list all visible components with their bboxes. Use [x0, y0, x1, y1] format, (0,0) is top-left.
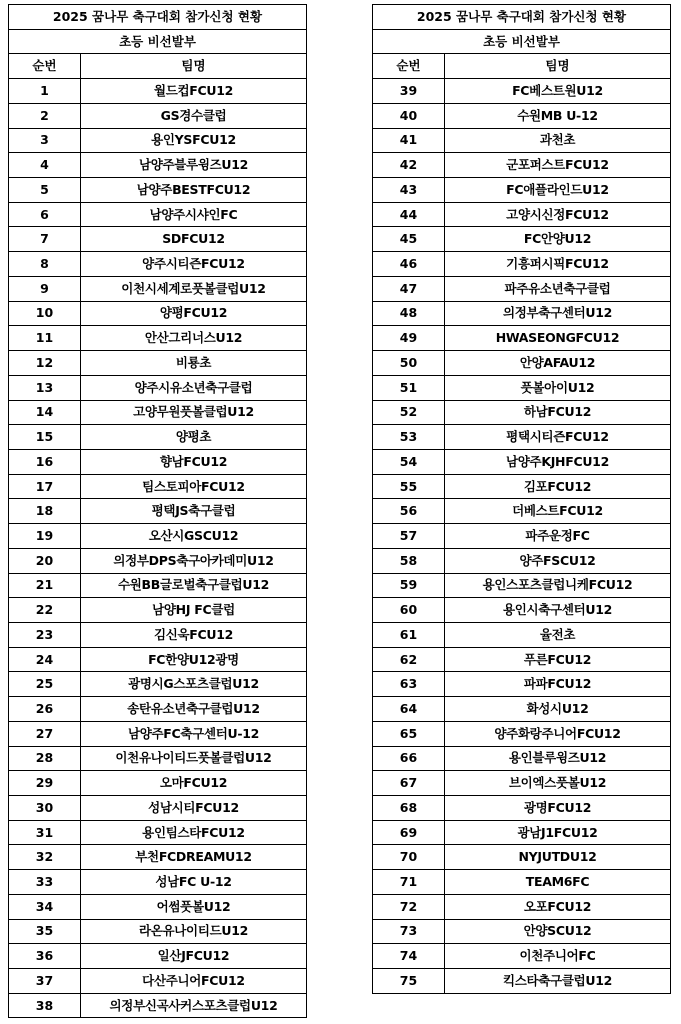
team-name: 팀스토피아FCU12 [81, 474, 307, 499]
team-name: 양평FCU12 [81, 301, 307, 326]
table-title: 2025 꿈나무 축구대회 참가신청 현황 [9, 5, 307, 30]
table-row [373, 499, 671, 524]
row-number: 47 [373, 276, 445, 301]
division-label: 초등 비선발부 [373, 29, 671, 54]
row-number: 14 [9, 400, 81, 425]
division-label: 초등 비선발부 [9, 29, 307, 54]
team-name: 오산시GSCU12 [81, 524, 307, 549]
row-number: 13 [9, 375, 81, 400]
table-row [9, 375, 307, 400]
table-row [9, 103, 307, 128]
row-number: 45 [373, 227, 445, 252]
row-number: 17 [9, 474, 81, 499]
team-name: 의정부축구센터U12 [445, 301, 671, 326]
table-row [9, 622, 307, 647]
row-number: 15 [9, 425, 81, 450]
row-number: 29 [9, 771, 81, 796]
team-name: 광남J1FCU12 [445, 820, 671, 845]
table-row [9, 499, 307, 524]
row-number: 64 [373, 697, 445, 722]
table-row [373, 820, 671, 845]
team-name: 용인YSFCU12 [81, 128, 307, 153]
table-row [9, 647, 307, 672]
team-name: 월드컵FCU12 [81, 79, 307, 104]
team-name: 비룡초 [81, 351, 307, 376]
registration-table-left [8, 4, 307, 1018]
team-name: 부천FCDREAMU12 [81, 845, 307, 870]
row-number: 6 [9, 202, 81, 227]
row-number: 38 [9, 993, 81, 1018]
table-row [373, 301, 671, 326]
column-header-team: 팀명 [81, 54, 307, 79]
team-name: 어썸풋볼U12 [81, 894, 307, 919]
team-name: 성남FC U-12 [81, 870, 307, 895]
table-body-right [373, 5, 671, 994]
row-number: 7 [9, 227, 81, 252]
table-row [9, 573, 307, 598]
team-name: 양평초 [81, 425, 307, 450]
row-number: 24 [9, 647, 81, 672]
team-name: FC안양U12 [445, 227, 671, 252]
row-number: 33 [9, 870, 81, 895]
team-name: FC애플라인드U12 [445, 178, 671, 203]
row-number: 41 [373, 128, 445, 153]
row-number: 28 [9, 746, 81, 771]
row-number: 9 [9, 276, 81, 301]
row-number: 12 [9, 351, 81, 376]
row-number: 35 [9, 919, 81, 944]
column-header-team: 팀명 [445, 54, 671, 79]
row-number: 67 [373, 771, 445, 796]
team-name: 김포FCU12 [445, 474, 671, 499]
table-row [9, 227, 307, 252]
row-number: 23 [9, 622, 81, 647]
table-row [373, 721, 671, 746]
row-number: 44 [373, 202, 445, 227]
table-row [373, 474, 671, 499]
team-name: 향남FCU12 [81, 449, 307, 474]
title-row [9, 5, 307, 30]
team-name: 과천초 [445, 128, 671, 153]
team-name: 오마FCU12 [81, 771, 307, 796]
division-row [9, 29, 307, 54]
team-name: 이천주니어FC [445, 944, 671, 969]
row-number: 36 [9, 944, 81, 969]
table-row [373, 919, 671, 944]
table-row [373, 128, 671, 153]
row-number: 4 [9, 153, 81, 178]
team-name: 남양주블루윙즈U12 [81, 153, 307, 178]
row-number: 43 [373, 178, 445, 203]
table-row [373, 969, 671, 994]
team-name: 김신욱FCU12 [81, 622, 307, 647]
table-row [9, 598, 307, 623]
table-row [9, 326, 307, 351]
row-number: 11 [9, 326, 81, 351]
table-row [9, 425, 307, 450]
row-number: 59 [373, 573, 445, 598]
table-row [373, 178, 671, 203]
team-name: 이천시세계로풋볼클럽U12 [81, 276, 307, 301]
table-row [373, 375, 671, 400]
table-row [373, 796, 671, 821]
row-number: 63 [373, 672, 445, 697]
row-number: 66 [373, 746, 445, 771]
row-number: 72 [373, 894, 445, 919]
row-number: 70 [373, 845, 445, 870]
team-name: 푸른FCU12 [445, 647, 671, 672]
row-number: 32 [9, 845, 81, 870]
team-name: 파주운정FC [445, 524, 671, 549]
table-row [373, 548, 671, 573]
team-name: 하남FCU12 [445, 400, 671, 425]
team-name: 남양주KJHFCU12 [445, 449, 671, 474]
table-row [9, 697, 307, 722]
table-row [9, 993, 307, 1018]
table-row [373, 870, 671, 895]
row-number: 30 [9, 796, 81, 821]
row-number: 22 [9, 598, 81, 623]
row-number: 65 [373, 721, 445, 746]
row-number: 46 [373, 252, 445, 277]
team-name: FC한양U12광명 [81, 647, 307, 672]
team-name: 광명시G스포츠클럽U12 [81, 672, 307, 697]
row-number: 21 [9, 573, 81, 598]
table-row [373, 400, 671, 425]
team-name: NYJUTDU12 [445, 845, 671, 870]
table-row [9, 721, 307, 746]
team-name: 안양SCU12 [445, 919, 671, 944]
team-name: GS경수클럽 [81, 103, 307, 128]
table-row [9, 301, 307, 326]
table-row [373, 276, 671, 301]
team-name: 안양AFAU12 [445, 351, 671, 376]
team-name: TEAM6FC [445, 870, 671, 895]
table-row [373, 351, 671, 376]
table-row [373, 598, 671, 623]
row-number: 25 [9, 672, 81, 697]
row-number: 69 [373, 820, 445, 845]
row-number: 53 [373, 425, 445, 450]
table-row [373, 79, 671, 104]
row-number: 26 [9, 697, 81, 722]
table-row [373, 697, 671, 722]
table-row [9, 845, 307, 870]
team-name: 양주FSCU12 [445, 548, 671, 573]
team-name: 이천유나이티드풋볼클럽U12 [81, 746, 307, 771]
row-number: 74 [373, 944, 445, 969]
row-number: 51 [373, 375, 445, 400]
table-row [9, 400, 307, 425]
row-number: 75 [373, 969, 445, 994]
table-title: 2025 꿈나무 축구대회 참가신청 현황 [373, 5, 671, 30]
table-row [9, 128, 307, 153]
team-name: 광명FCU12 [445, 796, 671, 821]
team-name: 의정부DPS축구아카데미U12 [81, 548, 307, 573]
table-row [9, 944, 307, 969]
table-row [9, 524, 307, 549]
row-number: 39 [373, 79, 445, 104]
table-row [9, 746, 307, 771]
row-number: 2 [9, 103, 81, 128]
team-name: 성남시티FCU12 [81, 796, 307, 821]
table-row [9, 178, 307, 203]
row-number: 68 [373, 796, 445, 821]
table-row [373, 449, 671, 474]
row-number: 52 [373, 400, 445, 425]
team-name: 용인시축구센터U12 [445, 598, 671, 623]
team-name: FC베스트원U12 [445, 79, 671, 104]
table-row [9, 79, 307, 104]
table-row [9, 351, 307, 376]
team-name: 고양시신정FCU12 [445, 202, 671, 227]
team-name: 남양주FC축구센터U-12 [81, 721, 307, 746]
row-number: 49 [373, 326, 445, 351]
title-row [373, 5, 671, 30]
team-name: 율전초 [445, 622, 671, 647]
row-number: 31 [9, 820, 81, 845]
table-row [373, 326, 671, 351]
table-row [9, 449, 307, 474]
table-row [373, 622, 671, 647]
table-row [373, 746, 671, 771]
row-number: 42 [373, 153, 445, 178]
row-number: 56 [373, 499, 445, 524]
team-name: 오포FCU12 [445, 894, 671, 919]
team-name: 남양주BESTFCU12 [81, 178, 307, 203]
team-name: 일산JFCU12 [81, 944, 307, 969]
row-number: 20 [9, 548, 81, 573]
row-number: 18 [9, 499, 81, 524]
team-name: 용인팀스타FCU12 [81, 820, 307, 845]
row-number: 1 [9, 79, 81, 104]
table-row [9, 276, 307, 301]
column-header-number: 순번 [373, 54, 445, 79]
row-number: 60 [373, 598, 445, 623]
table-row [373, 202, 671, 227]
team-name: 킥스타축구클럽U12 [445, 969, 671, 994]
row-number: 55 [373, 474, 445, 499]
header-row [373, 54, 671, 79]
table-row [373, 672, 671, 697]
team-name: 용인블루윙즈U12 [445, 746, 671, 771]
team-name: 더베스트FCU12 [445, 499, 671, 524]
team-name: 파주유소년축구클럽 [445, 276, 671, 301]
table-row [373, 845, 671, 870]
row-number: 61 [373, 622, 445, 647]
team-name: 군포퍼스트FCU12 [445, 153, 671, 178]
team-name: 안산그리너스U12 [81, 326, 307, 351]
team-name: SDFCU12 [81, 227, 307, 252]
table-row [373, 573, 671, 598]
table-row [9, 672, 307, 697]
table-row [9, 202, 307, 227]
team-name: 수원MB U-12 [445, 103, 671, 128]
team-name: 다산주니어FCU12 [81, 969, 307, 994]
row-number: 8 [9, 252, 81, 277]
team-name: 풋볼아이U12 [445, 375, 671, 400]
row-number: 16 [9, 449, 81, 474]
team-name: 파파FCU12 [445, 672, 671, 697]
row-number: 19 [9, 524, 81, 549]
division-row [373, 29, 671, 54]
team-name: 평택시티즌FCU12 [445, 425, 671, 450]
table-row [373, 103, 671, 128]
team-name: 양주화랑주니어FCU12 [445, 721, 671, 746]
table-row [9, 474, 307, 499]
row-number: 37 [9, 969, 81, 994]
table-row [9, 796, 307, 821]
table-row [9, 771, 307, 796]
team-name: 수원BB글로벌축구클럽U12 [81, 573, 307, 598]
team-name: HWASEONGFCU12 [445, 326, 671, 351]
table-row [9, 919, 307, 944]
row-number: 27 [9, 721, 81, 746]
table-row [373, 153, 671, 178]
table-row [9, 894, 307, 919]
team-name: 용인스포츠클럽니케FCU12 [445, 573, 671, 598]
row-number: 48 [373, 301, 445, 326]
team-name: 남양HJ FC클럽 [81, 598, 307, 623]
table-row [373, 944, 671, 969]
table-row [373, 227, 671, 252]
row-number: 62 [373, 647, 445, 672]
row-number: 10 [9, 301, 81, 326]
table-row [373, 771, 671, 796]
team-name: 송탄유소년축구클럽U12 [81, 697, 307, 722]
row-number: 58 [373, 548, 445, 573]
table-row [373, 894, 671, 919]
table-row [373, 252, 671, 277]
team-name: 라온유나이티드U12 [81, 919, 307, 944]
team-name: 평택JS축구클럽 [81, 499, 307, 524]
row-number: 34 [9, 894, 81, 919]
row-number: 50 [373, 351, 445, 376]
team-name: 브이엑스풋볼U12 [445, 771, 671, 796]
row-number: 54 [373, 449, 445, 474]
table-row [373, 524, 671, 549]
table-row [373, 425, 671, 450]
team-name: 기흥퍼시픽FCU12 [445, 252, 671, 277]
table-row [9, 820, 307, 845]
team-name: 고양무원풋볼클럽U12 [81, 400, 307, 425]
row-number: 73 [373, 919, 445, 944]
row-number: 57 [373, 524, 445, 549]
team-name: 양주시티즌FCU12 [81, 252, 307, 277]
table-row [373, 647, 671, 672]
table-row [9, 252, 307, 277]
team-name: 남양주시샤인FC [81, 202, 307, 227]
table-row [9, 870, 307, 895]
table-body-left [9, 5, 307, 1018]
row-number: 40 [373, 103, 445, 128]
team-name: 화성시U12 [445, 697, 671, 722]
row-number: 3 [9, 128, 81, 153]
row-number: 5 [9, 178, 81, 203]
header-row [9, 54, 307, 79]
table-row [9, 548, 307, 573]
registration-table-right [372, 4, 671, 994]
row-number: 71 [373, 870, 445, 895]
table-row [9, 969, 307, 994]
team-name: 양주시유소년축구클럽 [81, 375, 307, 400]
column-header-number: 순번 [9, 54, 81, 79]
team-name: 의정부신곡사커스포츠클럽U12 [81, 993, 307, 1018]
table-row [9, 153, 307, 178]
